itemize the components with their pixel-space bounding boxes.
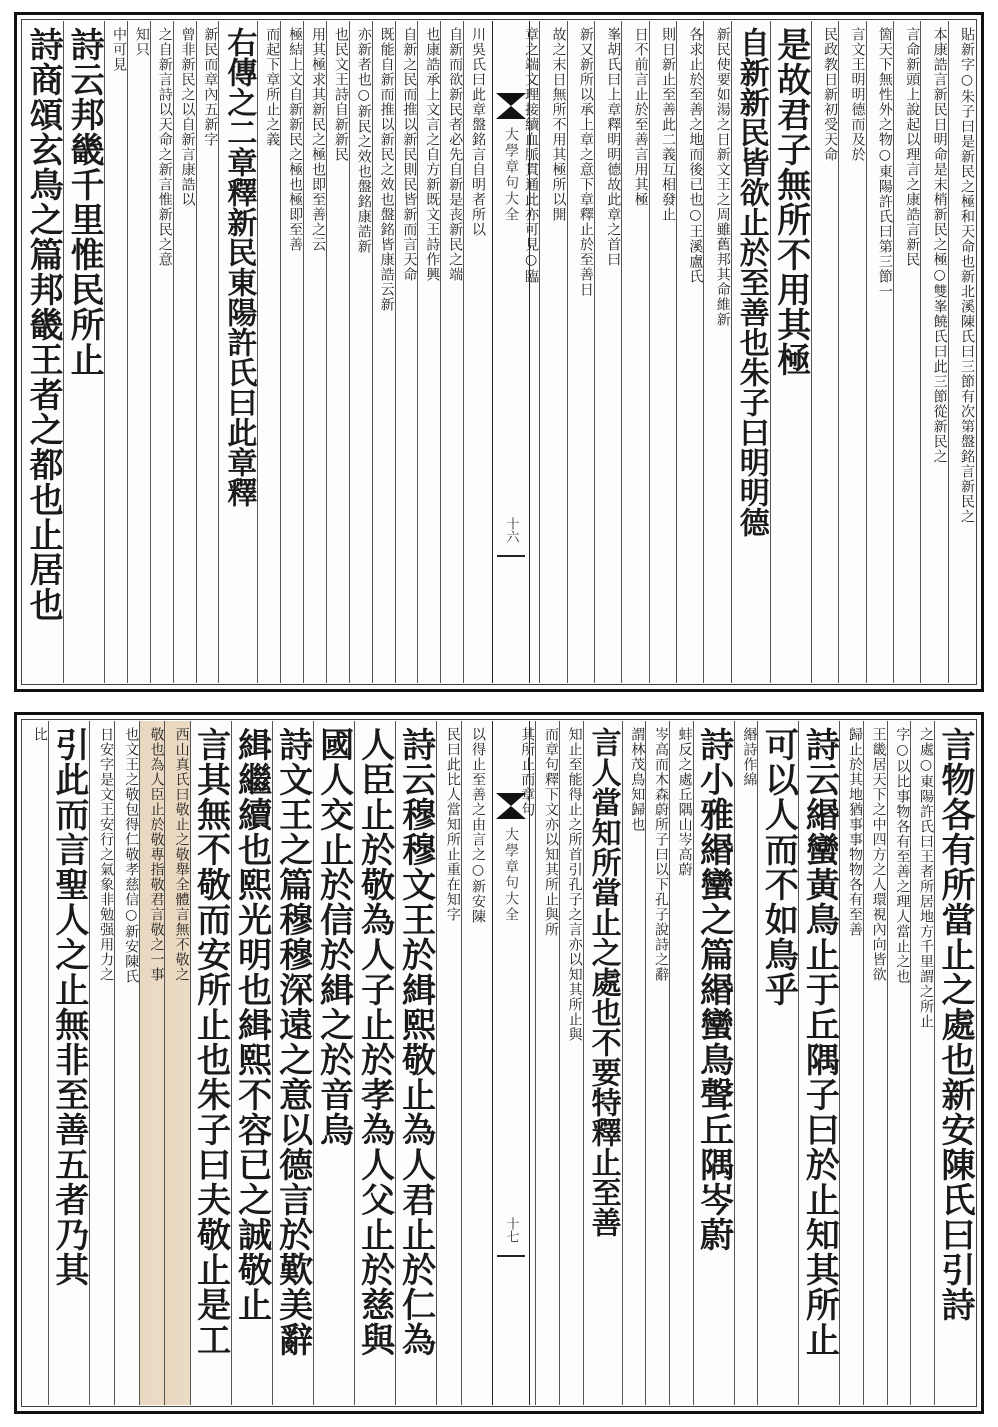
top-right-half [512, 21, 975, 683]
main-text-column: 國人交止於信於緝之於音烏 [313, 721, 354, 1405]
main-text-column: 詩文王之篇穆穆深遠之意以德言於歎美辭 [272, 721, 313, 1405]
commentary-column: 之處○東陽許氏曰王者所居地方千里謂之所止 [910, 721, 934, 1405]
commentary-column: 也文王之敬包得仁敬孝慈信○新安陳氏 [114, 721, 139, 1405]
commentary-column: 新民而章內五新字 [196, 21, 219, 683]
spine-title: 大學章句大全 [503, 827, 519, 923]
commentary-column: 日不前言止於至善言用其極 [621, 21, 648, 683]
commentary-column: 之自新言詩以天命之新言惟新民之意 [150, 21, 173, 683]
commentary-column: 歸止於其地猶事事物物各有至善 [839, 721, 863, 1405]
commentary-column: 川吳氏曰此章盤銘言自明者所以 [463, 21, 486, 683]
main-text-column: 詩云穆穆文王於緝熙敬止為人君止於仁為 [395, 721, 436, 1405]
spine-title: 大學章句大全 [503, 127, 519, 223]
main-text-column: 右傳之二章釋新民東陽許氏曰此章釋 [218, 21, 257, 683]
commentary-column: 字○以比事物各有至善之理人當止之也 [887, 721, 911, 1405]
commentary-column: 而章句釋下文亦以知其所止與所 [535, 721, 559, 1405]
commentary-column: 民政教日新初受天命 [811, 21, 838, 683]
commentary-column: 故之末日無所不用其極所以開 [539, 21, 566, 683]
commentary-column: 岑高而木森蔚所子曰以下孔子說詩之辭 [645, 721, 669, 1405]
fish-tail-mark-icon [496, 793, 526, 819]
commentary-column: 蚌反之處丘隅山岑高蔚 [669, 721, 693, 1405]
commentary-column: 也民文王詩自新新民 [326, 21, 349, 683]
commentary-column: 各求止於至善之地而後已也○王溪盧氏 [676, 21, 703, 683]
bottom-right-half [512, 721, 975, 1405]
commentary-column: 峯胡氏曰上章釋明明德故此章之首曰 [594, 21, 621, 683]
commentary-column: 本康誥言新民日明命是末梢新民之極○雙峯饒氏曰此三節從新民之 [920, 21, 947, 683]
top-folio [14, 12, 984, 692]
main-text-column: 言人當知所當止之處也不要特釋止至善 [583, 721, 622, 1405]
spine-rule [497, 1255, 525, 1257]
commentary-column: 謂林茂鳥知歸也 [622, 721, 646, 1405]
main-text-column: 詩云邦畿千里惟民所止 [63, 21, 104, 683]
commentary-column: 也康誥承上文言之自方新既文王詩作興 [417, 21, 440, 683]
commentary-column: 既能自新而推以新民之效也盤銘皆康誥云新 [372, 21, 395, 683]
main-text-column: 言其無不敬而安所止也朱子曰夫敬止是工 [190, 721, 231, 1405]
main-text-column: 引此而言聖人之止無非至善五者乃其 [48, 721, 89, 1405]
commentary-column: 王畿居天下之中四方之人環視內向皆欲 [863, 721, 887, 1405]
commentary-column: 極結上文自新新民之極也極即至善 [280, 21, 303, 683]
bottom-folio [14, 712, 984, 1414]
commentary-column: 緡詩作綿 [734, 721, 758, 1405]
commentary-column: 比 [31, 727, 48, 742]
commentary-column: 新民使要如湯之日新文王之周雖舊邦其命維新 [703, 21, 730, 683]
top-spine [492, 21, 530, 683]
spine-leaf-number: 十七 [503, 1217, 519, 1243]
main-text-column: 是故君子無所不用其極 [770, 21, 811, 683]
spine-rule [497, 555, 525, 557]
fish-tail-mark-icon [496, 93, 526, 119]
main-text-column: 可以人而不如鳥乎 [757, 721, 798, 1405]
commentary-column: 自新而欲新民者必先自新是丧新民之端 [440, 21, 463, 683]
spine-leaf-number: 十六 [503, 517, 519, 543]
commentary-column: 亦新者也○新民之效也盤銘康誥新 [349, 21, 372, 683]
main-text-column: 詩商頌玄鳥之篇邦畿王者之都也止居也 [23, 27, 64, 622]
commentary-column: 用其極求其新民之極也即至善之云 [303, 21, 326, 683]
commentary-column: 曾非新民之以自新言康誥以 [173, 21, 196, 683]
commentary-column: 新又新所以承上章之意下章釋止於至善日 [567, 21, 594, 683]
commentary-column: 西山真氏曰敬止之敬舉全體言無不敬之 [164, 721, 189, 1405]
commentary-column: 箇天下無性外之物○東陽許氏曰第三節一 [866, 21, 893, 683]
commentary-column: 知止至能得止之所首引孔子之言亦以知其所止與 [559, 721, 583, 1405]
main-text-column: 緝繼續也熙光明也緝熙不容已之誠敬止 [231, 721, 272, 1405]
main-text-column: 言物各有所當止之處也新安陳氏曰引詩 [934, 721, 975, 1405]
bottom-spine [492, 721, 530, 1405]
main-text-column: 自新新民皆欲止於至善也朱子曰明明德 [731, 21, 770, 683]
main-text-column: 人臣止於敬為人子止於孝為人父止於慈與 [354, 721, 395, 1405]
commentary-column: 中可見 [104, 21, 127, 683]
bottom-left-half [23, 721, 486, 1405]
commentary-column: 而起下章所止之義 [257, 21, 280, 683]
main-text-column: 詩云緡蠻黃鳥止于丘隅子曰於止知其所止 [798, 721, 839, 1405]
commentary-column: 言文王明明德而及於 [838, 21, 865, 683]
commentary-column: 知只 [127, 21, 150, 683]
commentary-column: 自新之民而推以新民則民皆新而言天命 [395, 21, 418, 683]
commentary-column: 其所止而章句 [519, 727, 536, 817]
commentary-column: 民曰此比人當知所止重在知字 [436, 721, 461, 1405]
commentary-column: 貼新字○朱子曰是新民之極和天命也新北溪陳氏曰三節有次第盤銘言新民之 [948, 21, 975, 683]
commentary-column: 章之端文理接續血脈貫通此亦可見○臨 [523, 27, 540, 284]
commentary-column: 言命新頭上說起以理言之康誥言新民 [893, 21, 920, 683]
commentary-column: 則日新止至善此二義互相發止 [649, 21, 676, 683]
top-left-half [23, 21, 486, 683]
main-text-column: 詩小雅緡蠻之篇緡蠻鳥聲丘隅岑蔚 [693, 721, 734, 1405]
commentary-column: 日安字是文王安行之氣象非勉强用力之 [89, 721, 114, 1405]
commentary-column: 敬也為人臣止於敬專指敬君言敬之一事 [139, 721, 164, 1405]
commentary-column: 以得止至善之由言之○新安陳 [461, 721, 486, 1405]
